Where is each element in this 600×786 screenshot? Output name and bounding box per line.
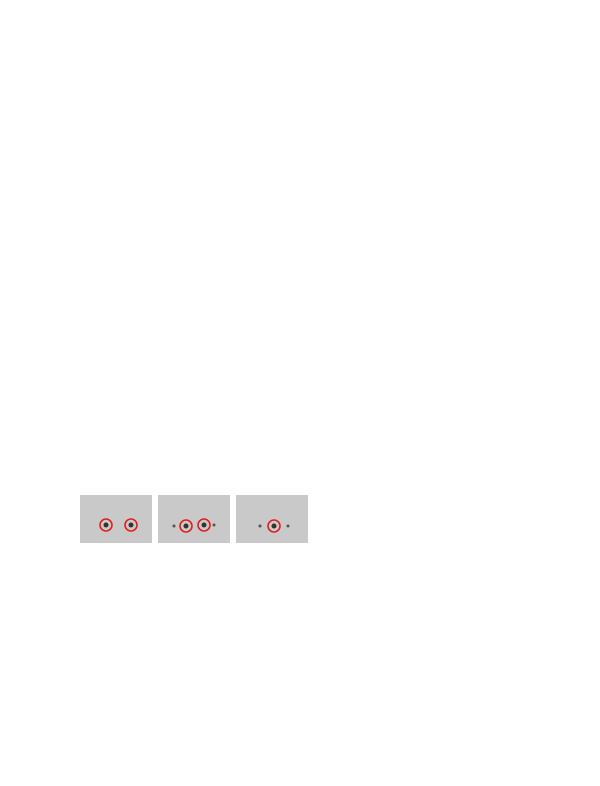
leed-spots — [236, 495, 308, 543]
leed-spots — [80, 495, 152, 543]
leed-image-a — [80, 495, 152, 543]
leed-spots — [158, 495, 230, 543]
dispersion-chart — [50, 546, 380, 786]
leed-image-b — [158, 495, 230, 543]
leed-image-c — [236, 495, 308, 543]
